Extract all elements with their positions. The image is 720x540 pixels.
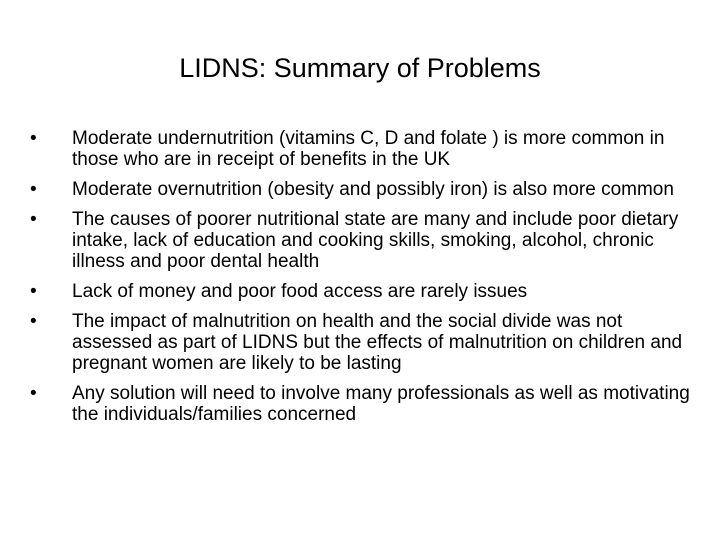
- bullet-text: Moderate undernutrition (vitamins C, D and folate ) is more common in those who are in receipt of benefits in the UK: [72, 128, 665, 170]
- bullet-text: Moderate overnutrition (obesity and possibly iron) is also more common: [72, 179, 674, 200]
- bullet-marker: •: [30, 281, 37, 302]
- bullet-item-2: [30, 179, 700, 200]
- bullet-marker: •: [30, 311, 37, 332]
- bullet-item-4: [30, 281, 700, 302]
- slide-title: LIDNS: Summary of Problems: [179, 53, 541, 83]
- bullet-marker: •: [30, 128, 37, 149]
- bullet-text: The causes of poorer nutritional state are many and include poor dietary intake, lack of education and cooking skills, smoking, alcohol, chronic illness and poor dental health: [72, 209, 679, 272]
- bullet-marker: •: [30, 179, 37, 200]
- bullet-item-6: [30, 383, 700, 425]
- bullet-list: [30, 128, 700, 434]
- bullet-marker: •: [30, 209, 37, 230]
- bullet-marker: •: [30, 383, 37, 404]
- bullet-text: Lack of money and poor food access are rarely issues: [72, 281, 528, 302]
- bullet-item-5: [30, 311, 700, 374]
- bullet-item-1: [30, 128, 700, 170]
- bullet-item-3: [30, 209, 700, 272]
- bullet-text: Any solution will need to involve many professionals as well as motivating the individuals/families concerned: [72, 383, 690, 425]
- bullet-text: The impact of malnutrition on health and the social divide was not assessed as part of LIDNS but the effects of malnutrition on children and pregnant women are likely to be lasting: [72, 311, 683, 374]
